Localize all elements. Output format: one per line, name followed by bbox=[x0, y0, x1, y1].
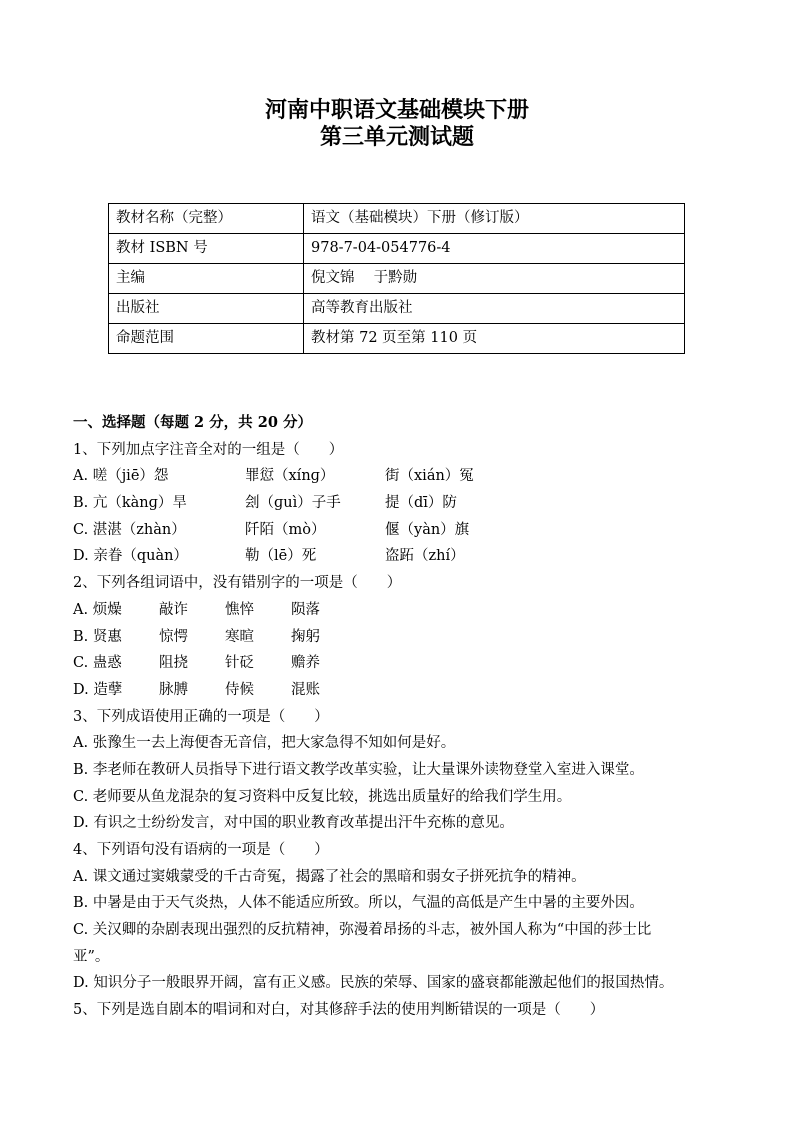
option-item: D. 有识之士纷纷发言，对中国的职业教育改革提出汗牛充栋的意见。 bbox=[73, 815, 514, 832]
textbook-info-table bbox=[108, 203, 685, 354]
table-row bbox=[109, 294, 685, 324]
option-item: 提（dī）防 bbox=[385, 495, 457, 512]
option-item: 敲诈 bbox=[159, 601, 188, 618]
question-stem: 1、下列加点字注音全对的一组是（ ） bbox=[73, 441, 344, 458]
option-row bbox=[73, 490, 753, 517]
option-item: C. 湛湛（zhàn） bbox=[73, 521, 186, 538]
table-cell-key: 教材名称（完整） bbox=[109, 204, 304, 234]
option-item: 刽（ɡuì）子手 bbox=[245, 495, 341, 512]
option-row bbox=[73, 543, 753, 570]
option-item: A. 张豫生一去上海便杳无音信，把大家急得不知如何是好。 bbox=[73, 735, 456, 752]
table-cell-key: 命题范围 bbox=[109, 324, 304, 354]
option-row bbox=[73, 650, 753, 677]
option-item: C. 蛊惑 bbox=[73, 655, 122, 672]
table-cell-value: 倪文锦 于黔勋 bbox=[304, 264, 685, 294]
option-item: 憔悴 bbox=[225, 601, 254, 618]
option-item: D. 亲眷（quàn） bbox=[73, 548, 188, 565]
option-item: C. 关汉卿的杂剧表现出强烈的反抗精神，弥漫着昂扬的斗志，被外国人称为“中国的莎士比 bbox=[73, 922, 652, 939]
option-row bbox=[73, 463, 753, 490]
page-title: 河南中职语文基础模块下册 bbox=[264, 97, 529, 123]
option-item: B. 李老师在教研人员指导下进行语文教学改革实验，让大量课外读物登堂入室进入课堂。 bbox=[73, 761, 644, 778]
table-cell-key: 出版社 bbox=[109, 294, 304, 324]
option-item: 阡陌（mò） bbox=[245, 521, 326, 538]
option-item: 赡养 bbox=[291, 655, 320, 672]
table-row bbox=[109, 204, 685, 234]
option-item: A. 烦燥 bbox=[73, 601, 122, 618]
table-row bbox=[109, 324, 685, 354]
option-item: 亚”。 bbox=[73, 948, 110, 965]
question-stem: 5、下列是选自剧本的唱词和对白，对其修辞手法的使用判断错误的一项是（ ） bbox=[73, 1002, 605, 1019]
option-item: B. 中暑是由于天气炎热，人体不能适应所致。所以，气温的高低是产生中暑的主要外因。 bbox=[73, 895, 644, 912]
option-item: 盗跖（zhí） bbox=[385, 548, 465, 565]
option-row bbox=[73, 517, 753, 544]
option-item: 陨落 bbox=[291, 601, 320, 618]
option-item: 惊愕 bbox=[159, 628, 188, 645]
option-item: 罪愆（xínɡ） bbox=[245, 468, 335, 485]
option-item: D. 造孽 bbox=[73, 681, 123, 698]
option-item: B. 亢（kànɡ）旱 bbox=[73, 495, 187, 512]
option-row bbox=[73, 677, 753, 704]
table-cell-value: 高等教育出版社 bbox=[304, 294, 685, 324]
table-cell-key: 教材 ISBN 号 bbox=[109, 234, 304, 264]
question-stem: 3、下列成语使用正确的一项是（ ） bbox=[73, 708, 329, 725]
option-item: C. 老师要从鱼龙混杂的复习资料中反复比较，挑选出质量好的给我们学生用。 bbox=[73, 788, 572, 805]
question-stem: 4、下列语句没有语病的一项是（ ） bbox=[73, 842, 329, 858]
table-cell-value: 语文（基础模块）下册（修订版） bbox=[304, 204, 685, 234]
option-item: 寒暄 bbox=[225, 628, 254, 645]
table-row bbox=[109, 234, 685, 264]
question-list bbox=[73, 410, 753, 1024]
option-item: 偃（yàn）旗 bbox=[385, 521, 470, 538]
option-item: A. 课文通过窦娥蒙受的千古奇冤，揭露了社会的黑暗和弱女子拼死抗争的精神。 bbox=[73, 868, 586, 885]
table-row bbox=[109, 264, 685, 294]
table-cell-key: 主编 bbox=[109, 264, 304, 294]
option-row bbox=[73, 597, 753, 624]
option-item: A. 嗟（jiē）怨 bbox=[73, 468, 169, 485]
option-item: B. 贤惠 bbox=[73, 628, 122, 645]
section-heading: 一、选择题（每题 2 分，共 20 分） bbox=[73, 414, 312, 431]
option-item: 针砭 bbox=[225, 655, 254, 672]
table-cell-value: 978-7-04-054776-4 bbox=[304, 234, 685, 264]
option-item: 混账 bbox=[291, 681, 320, 698]
option-item: 阻挠 bbox=[159, 655, 188, 672]
option-item: D. 知识分子一般眼界开阔，富有正义感。民族的荣辱、国家的盛衰都能激起他们的报国热情。 bbox=[73, 975, 674, 992]
table-cell-value: 教材第 72 页至第 110 页 bbox=[304, 324, 685, 354]
option-item: 掬躬 bbox=[291, 628, 320, 645]
question-stem: 2、下列各组词语中，没有错别字的一项是（ ） bbox=[73, 575, 402, 592]
option-item: 脉膊 bbox=[159, 681, 188, 698]
option-item: 侍候 bbox=[225, 681, 254, 698]
option-item: 街（xián）冤 bbox=[385, 468, 474, 485]
option-row bbox=[73, 624, 753, 651]
page-subtitle: 第三单元测试题 bbox=[319, 124, 474, 150]
option-item: 勒（lē）死 bbox=[245, 548, 317, 565]
